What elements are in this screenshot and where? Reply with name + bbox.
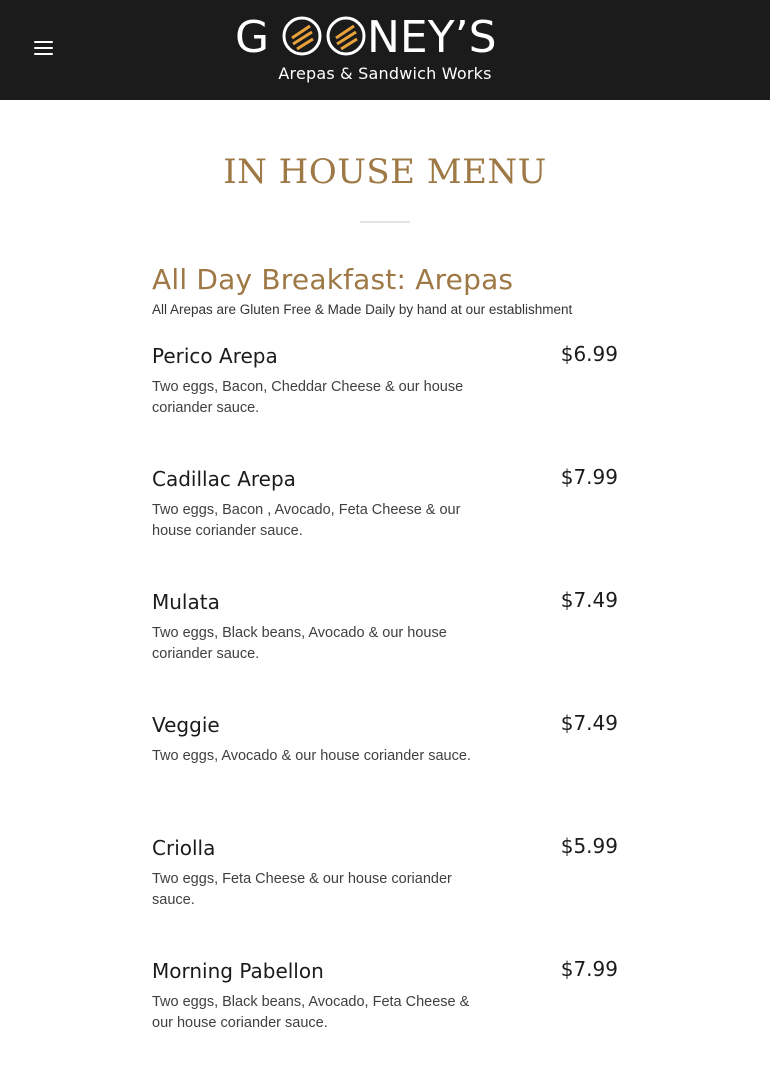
- menu-item-price: $7.49: [560, 711, 618, 735]
- menu-item-price: $5.99: [560, 834, 618, 858]
- hamburger-menu-icon[interactable]: [34, 41, 54, 57]
- menu-item-description: Two eggs, Bacon , Avocado, Feta Cheese & our house coriander sauce.: [152, 502, 461, 539]
- site-header: [0, 0, 770, 100]
- menu-item-price: $7.49: [560, 588, 618, 612]
- category-title: All Day Breakfast: Arepas: [152, 263, 514, 296]
- category-description: All Arepas are Gluten Free & Made Daily by hand at our establishment: [152, 302, 573, 317]
- svg-text:NEY’S: NEY’S: [367, 14, 497, 60]
- svg-text:G: G: [235, 14, 270, 60]
- menu-item-price: $7.99: [560, 957, 618, 981]
- menu-item-price: $6.99: [560, 342, 618, 366]
- brand-logo[interactable]: [235, 14, 535, 86]
- logo-arepa-icon-left: [284, 18, 320, 54]
- logo-tagline: Arepas & Sandwich Works: [278, 64, 492, 83]
- menu-item-description: Two eggs, Bacon, Cheddar Cheese & our house coriander sauce.: [152, 379, 464, 416]
- page-title: IN HOUSE MENU: [223, 152, 547, 192]
- menu-item-name: Perico Arepa: [152, 344, 278, 368]
- menu-item-price: $7.99: [560, 465, 618, 489]
- menu-item-name: Mulata: [152, 590, 220, 614]
- menu-item-description: Two eggs, Black beans, Avocado, Feta Cheese & our house coriander sauce.: [152, 994, 470, 1031]
- menu-item-description: Two eggs, Black beans, Avocado & our house coriander sauce.: [152, 625, 447, 662]
- menu-item-name: Veggie: [152, 713, 220, 737]
- logo-wordmark: [235, 14, 535, 60]
- menu-item-description: Two eggs, Feta Cheese & our house coriander sauce.: [152, 871, 452, 908]
- menu-item-name: Morning Pabellon: [152, 959, 324, 983]
- menu-item-name: Cadillac Arepa: [152, 467, 296, 491]
- logo-arepa-icon-right: [328, 18, 364, 54]
- menu-item-description: Two eggs, Avocado & our house coriander sauce.: [152, 748, 471, 764]
- menu-item-name: Criolla: [152, 836, 216, 860]
- title-divider: [360, 221, 410, 223]
